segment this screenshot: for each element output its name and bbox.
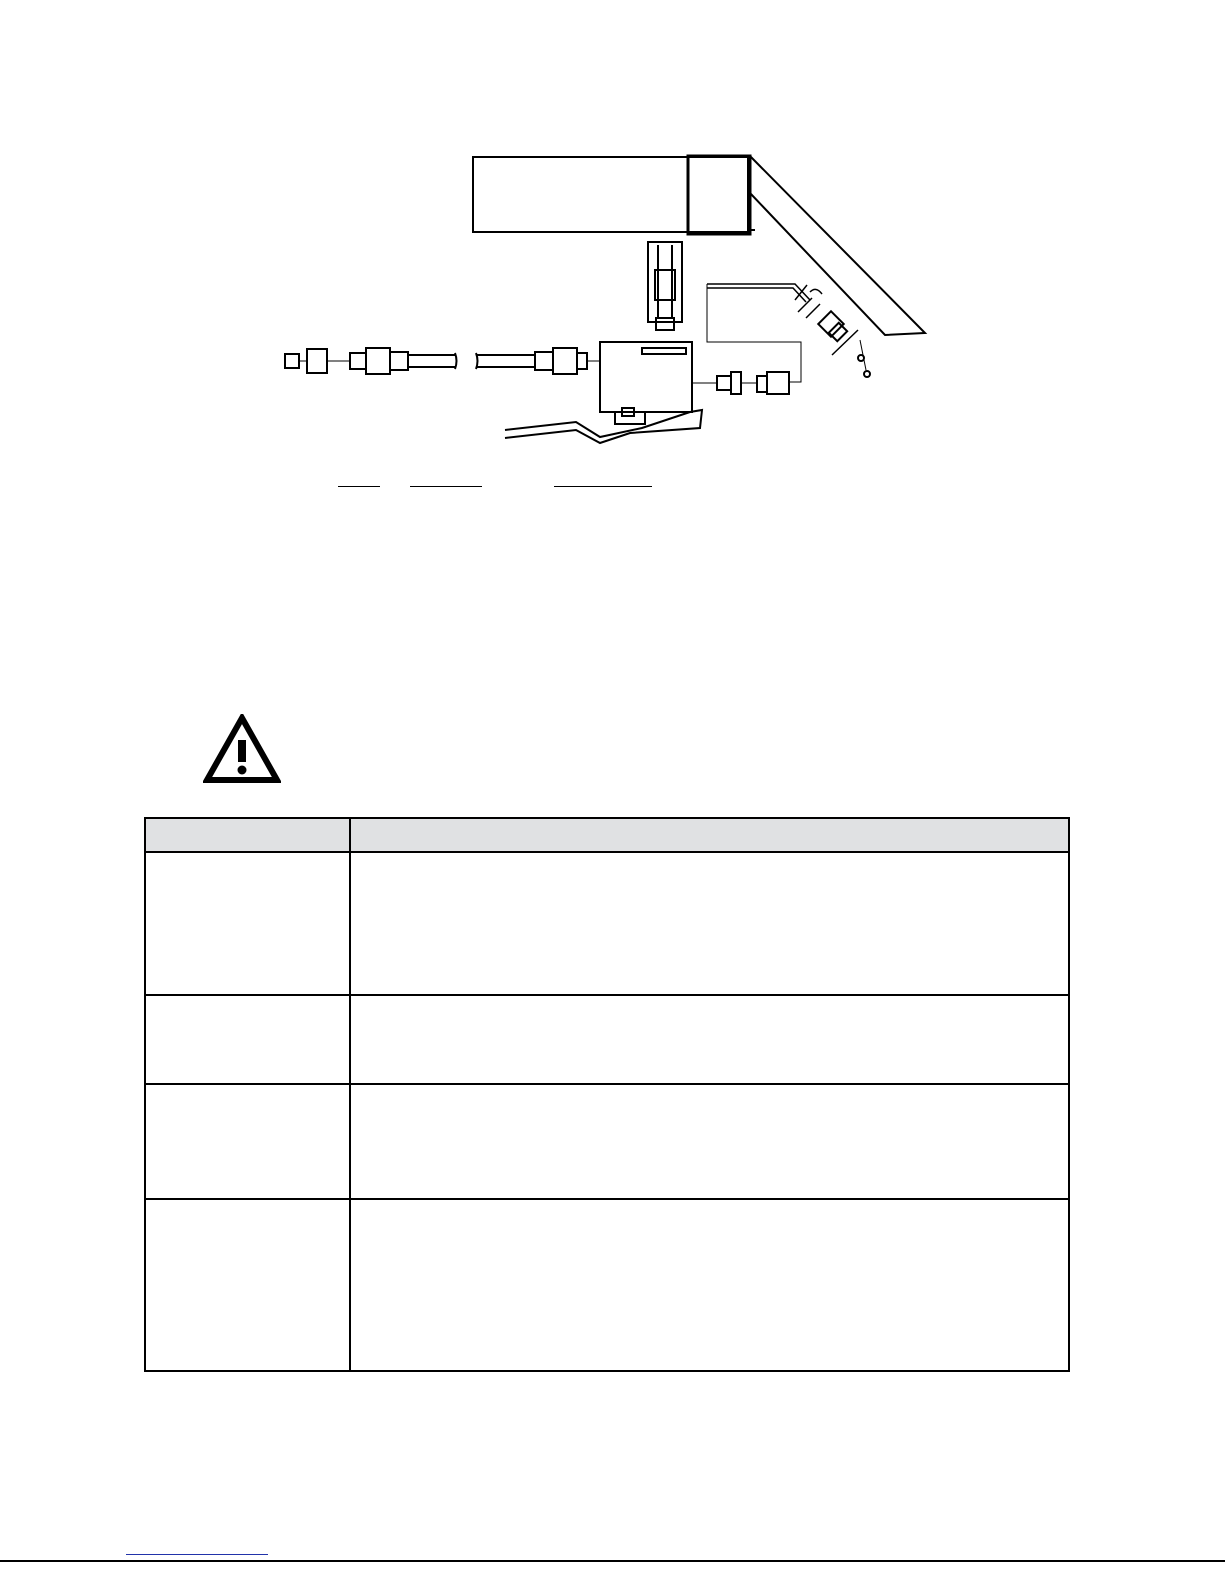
spray-tube — [707, 284, 822, 318]
table-cell — [145, 852, 350, 995]
table-cell — [350, 1084, 1069, 1199]
table-cell — [350, 1199, 1069, 1371]
parts-diagram — [270, 150, 950, 450]
jet-bracket — [648, 242, 682, 330]
footer-rule — [0, 1560, 1225, 1562]
figure-caption-underline-3 — [554, 486, 652, 487]
table-cell — [145, 1199, 350, 1371]
figure-caption-underline-2 — [410, 486, 482, 487]
figure-caption-underline-1 — [338, 486, 380, 487]
table-header-cell-2 — [350, 818, 1069, 852]
footer-link-underline[interactable] — [126, 1554, 268, 1555]
table-cell — [145, 1084, 350, 1199]
table-cell — [350, 852, 1069, 995]
table-row — [145, 1084, 1069, 1199]
valve-body — [600, 342, 692, 424]
table-header-cell-1 — [145, 818, 350, 852]
troubleshooting-table — [144, 817, 1070, 1372]
trigger-lever — [505, 410, 702, 443]
wand-tube — [473, 156, 925, 335]
fitting — [692, 372, 789, 394]
table-header-row — [145, 818, 1069, 852]
table-row — [145, 995, 1069, 1084]
table-cell — [350, 995, 1069, 1084]
warning-triangle-icon — [203, 714, 281, 784]
hose-assembly — [285, 348, 600, 374]
table-row — [145, 852, 1069, 995]
connector-line — [707, 284, 801, 382]
table-row — [145, 1199, 1069, 1371]
table-cell — [145, 995, 350, 1084]
jet-assembly — [818, 311, 870, 377]
